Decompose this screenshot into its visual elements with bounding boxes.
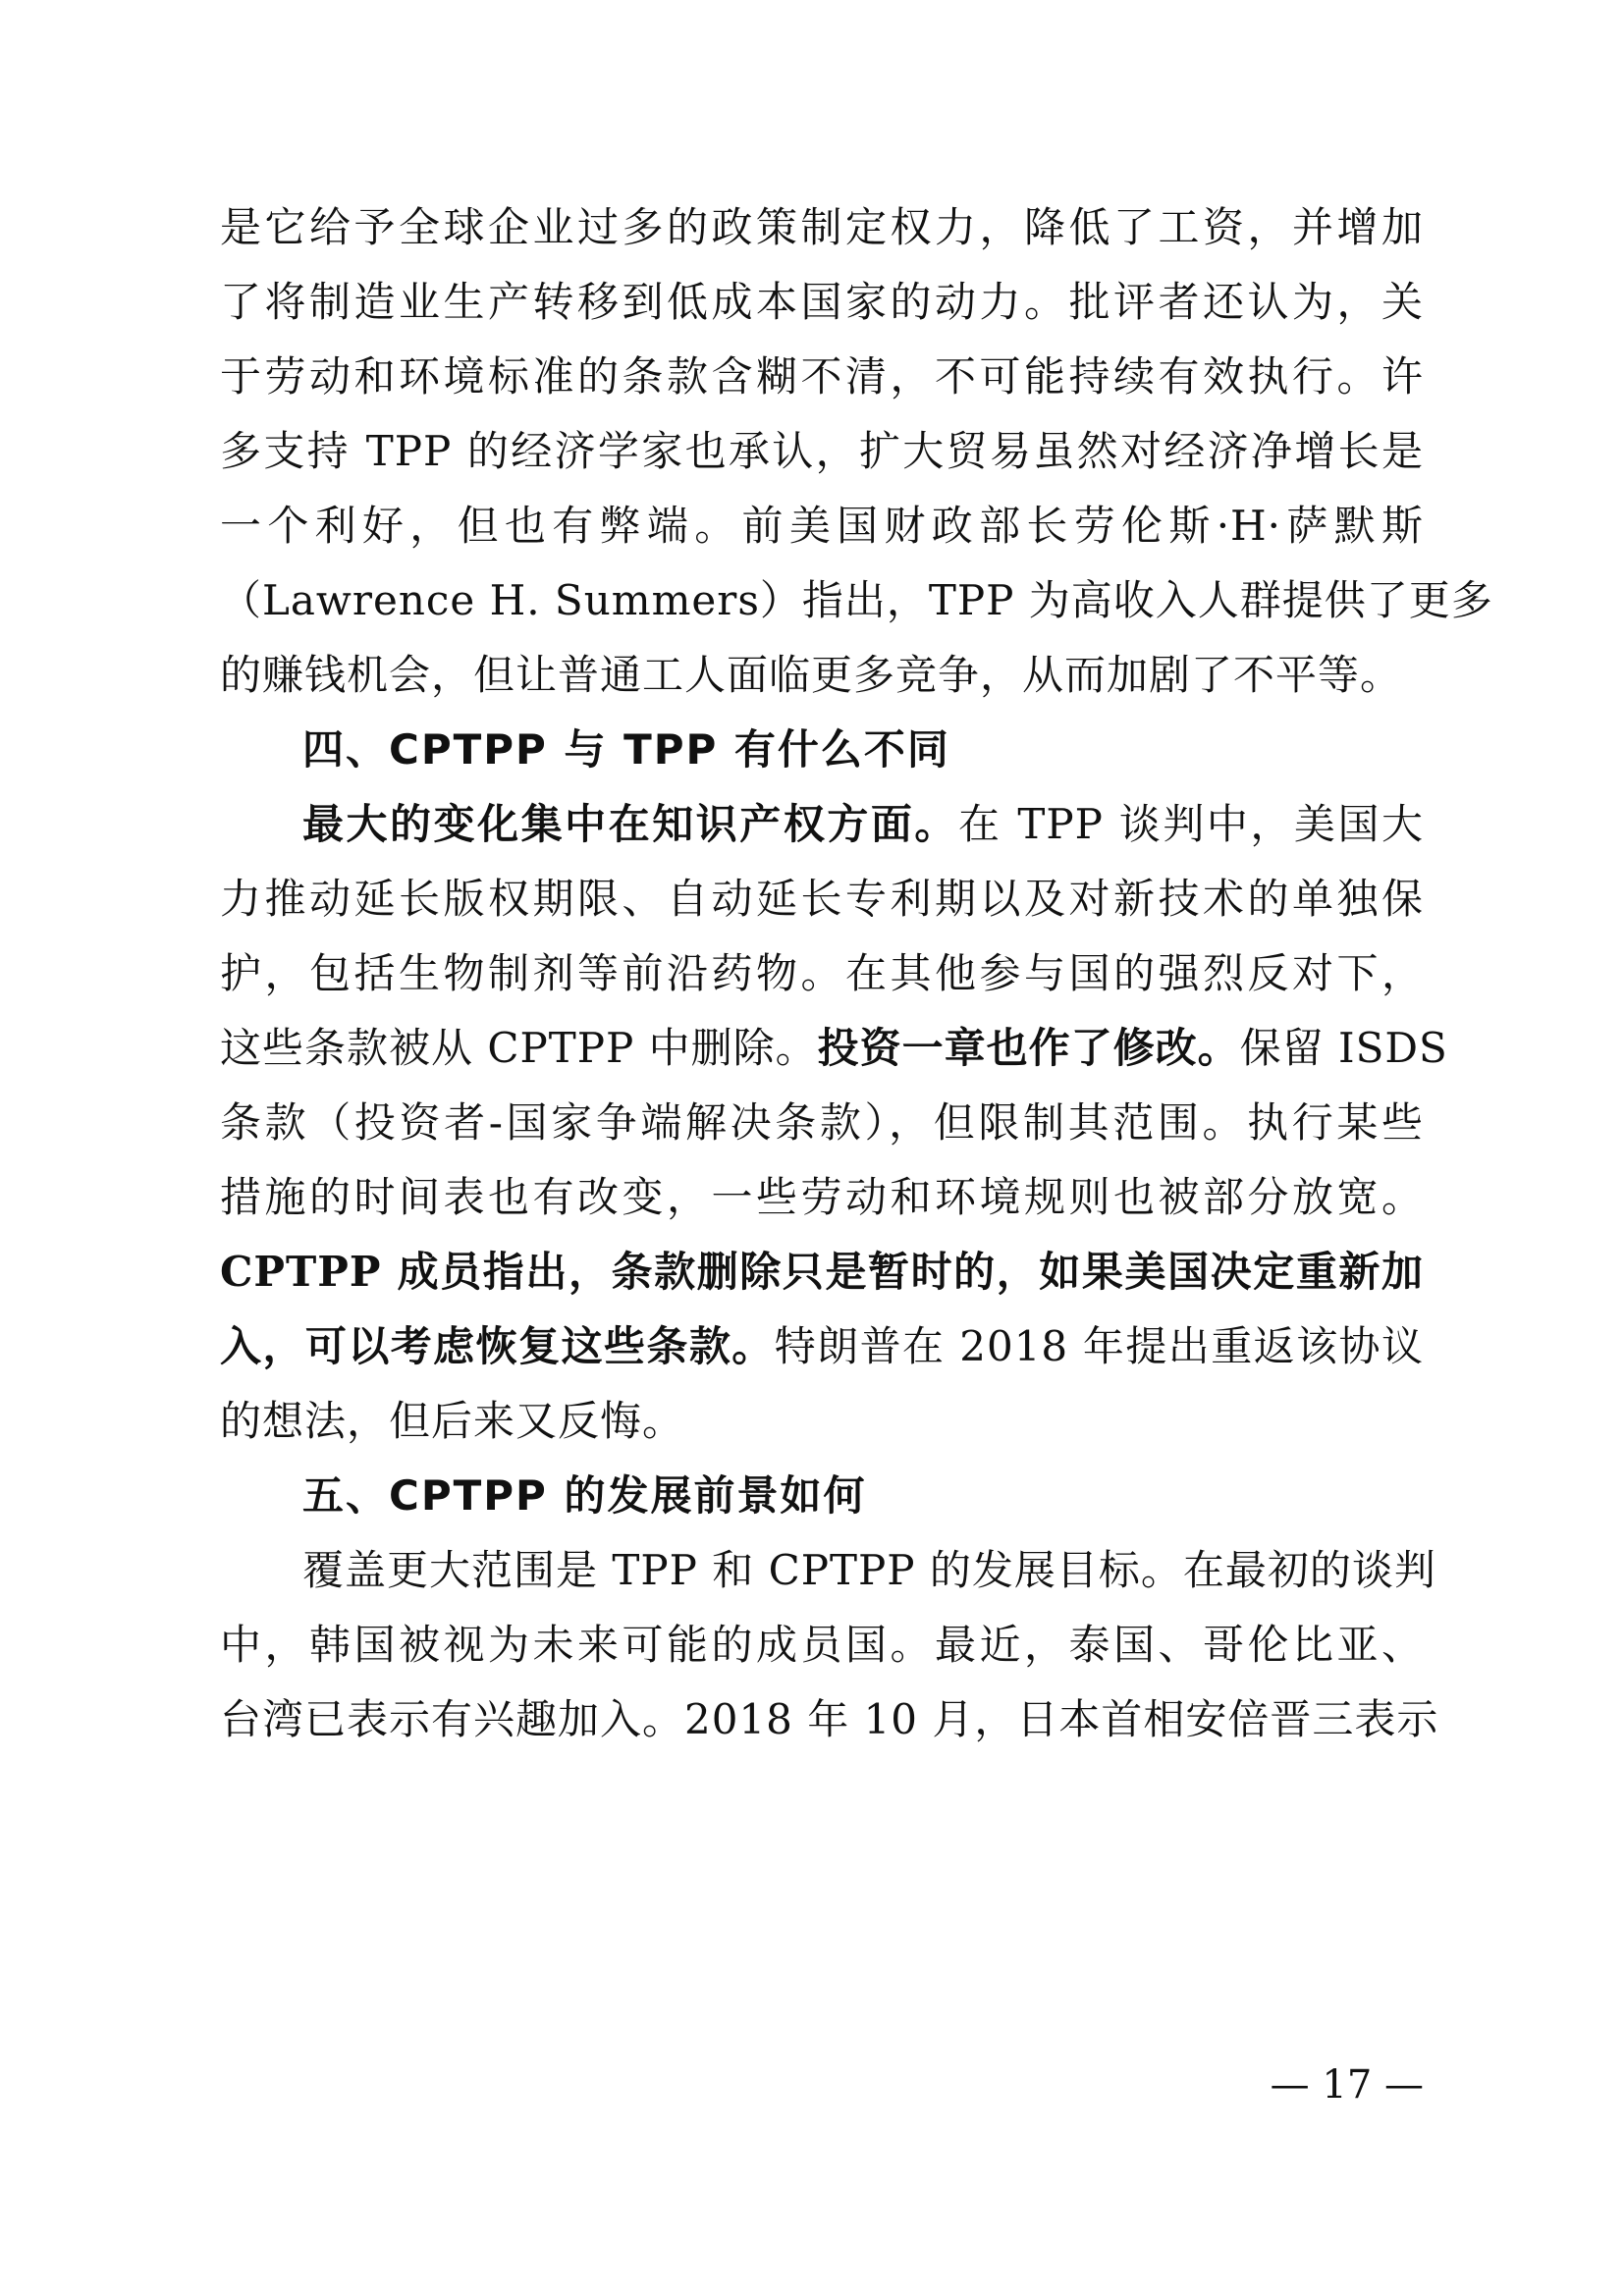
paragraph-line: 护，包括生物制剂等前沿药物。在其他参与国的强烈反对下， [220,949,1424,997]
paragraph-line: 中，韩国被视为未来可能的成员国。最近，泰国、哥伦比亚、 [220,1621,1424,1669]
paragraph-line: （Lawrence H. Summers）指出，TPP 为高收入人群提供了更多 [220,576,1493,624]
paragraph-line: 了将制造业生产转移到低成本国家的动力。批评者还认为，关 [220,278,1424,326]
paragraph-line: 的想法，但后来又反悔。 [220,1397,685,1445]
paragraph-line [220,1013,1448,1084]
section-heading: 五、CPTPP 的发展前景如何 [302,1471,867,1520]
paragraph-line [302,789,1424,860]
bold-phrase: CPTPP 成员指出，条款删除只是暂时的，如果美国决定重新加 [220,1248,1424,1296]
bold-phrase: 投资一章也作了修改。 [817,1024,1240,1072]
paragraph-line: 多支持 TPP 的经济学家也承认，扩大贸易虽然对经济净增长是 [220,427,1424,475]
paragraph-line: 措施的时间表也有改变，一些劳动和环境规则也被部分放宽。 [220,1173,1424,1221]
paragraph-line [220,1237,1424,1308]
paragraph-line: 于劳动和环境标准的条款含糊不清，不可能持续有效执行。许 [220,352,1424,400]
text-run: 在 TPP 谈判中，美国大 [957,800,1424,848]
paragraph-line: 条款（投资者-国家争端解决条款），但限制其范围。执行某些 [220,1098,1424,1147]
text-run: 特朗普在 2018 年提出重返该协议 [774,1322,1424,1370]
text-run: 保留 ISDS [1239,1024,1448,1072]
paragraph-line [220,1311,1424,1382]
paragraph-line: 是它给予全球企业过多的政策制定权力，降低了工资，并增加 [220,203,1424,251]
paragraph-line: 覆盖更大范围是 TPP 和 CPTPP 的发展目标。在最初的谈判 [302,1546,1436,1594]
paragraph-line: 台湾已表示有兴趣加入。2018 年 10 月，日本首相安倍晋三表示 [220,1695,1439,1743]
bold-phrase: 入，可以考虑恢复这些条款。 [220,1322,775,1370]
page-number: — 17 — [1270,2062,1424,2108]
section-heading: 四、CPTPP 与 TPP 有什么不同 [302,725,950,774]
text-run: 这些条款被从 CPTPP 中删除。 [220,1024,818,1072]
paragraph-line: 的赚钱机会，但让普通工人面临更多竞争，从而加剧了不平等。 [220,651,1403,699]
paragraph-line: 一个利好，但也有弊端。前美国财政部长劳伦斯·H·萨默斯 [220,502,1424,550]
bold-phrase: 最大的变化集中在知识产权方面。 [302,800,958,848]
paragraph-line: 力推动延长版权期限、自动延长专利期以及对新技术的单独保 [220,875,1424,923]
